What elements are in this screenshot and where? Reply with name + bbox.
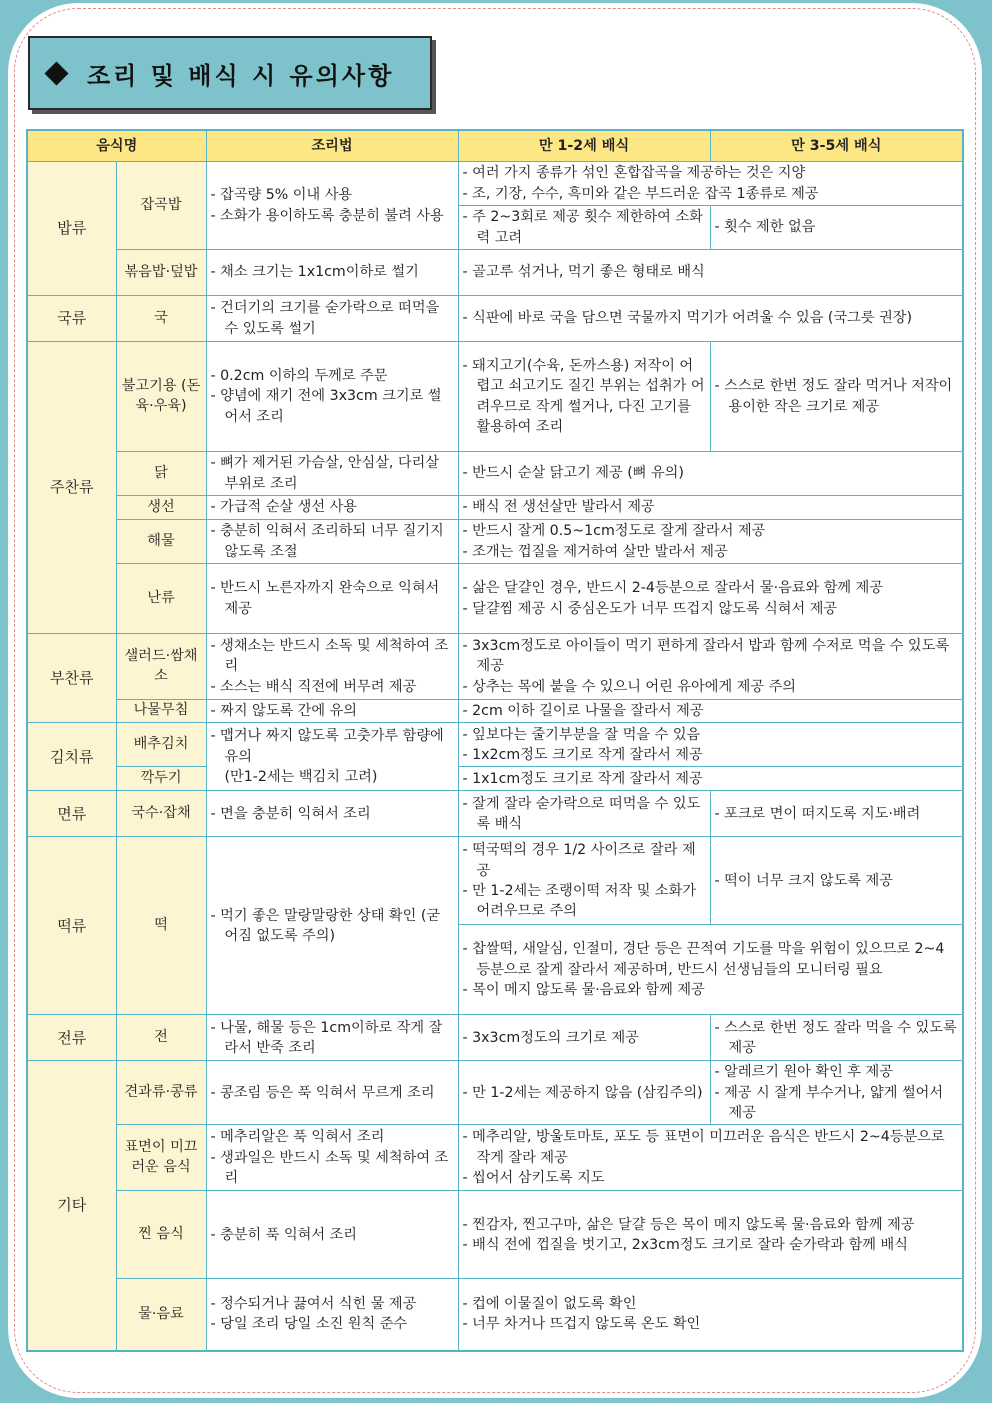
text-line: - 채소 크기는 1x1cm이하로 썰기 bbox=[210, 264, 419, 281]
food-name-cell: 찐 음식 bbox=[116, 1191, 206, 1279]
text-line: - 반드시 순살 닭고기 제공 (뼈 유의) bbox=[462, 465, 684, 482]
serving-age12-cell bbox=[458, 791, 710, 837]
category-cell: 전류 bbox=[27, 1015, 116, 1061]
method-cell bbox=[206, 1125, 458, 1191]
method-cell bbox=[206, 162, 458, 250]
food-name-cell: 볶음밥·덮밥 bbox=[116, 250, 206, 296]
text-line: - 충분히 푹 익혀서 조리 bbox=[210, 1226, 358, 1243]
serving-age35-cell bbox=[710, 1015, 963, 1061]
text-line: - 스스로 한번 정도 잘라 먹거나 저작이 용이한 작은 크기로 제공 bbox=[714, 378, 953, 415]
text-line: - 찐감자, 찐고구마, 삶은 달걀 등은 목이 메지 않도록 물·음료와 함께 제공 bbox=[462, 1216, 915, 1233]
caution-table bbox=[26, 129, 964, 1352]
text-line: - 생과일은 반드시 소독 및 세척하여 조리 bbox=[210, 1149, 449, 1186]
food-name-cell: 닭 bbox=[116, 452, 206, 496]
text-line: - 양념에 재기 전에 3x3cm 크기로 썰어서 조리 bbox=[210, 388, 442, 425]
header-age12: 만 1-2세 배식 bbox=[458, 130, 710, 162]
food-name-cell: 견과류·콩류 bbox=[116, 1061, 206, 1125]
method-cell bbox=[206, 723, 458, 791]
text-line: - 짜지 않도록 간에 유의 bbox=[210, 703, 358, 719]
method-cell bbox=[206, 634, 458, 700]
text-line: - 소스는 배식 직전에 버무려 제공 bbox=[210, 678, 417, 695]
serving-common-cell bbox=[458, 296, 963, 342]
food-name-cell: 잡곡밥 bbox=[116, 162, 206, 250]
text-line: - 떡이 너무 크지 않도록 제공 bbox=[714, 872, 893, 889]
text-line: - 너무 차거나 뜨겁지 않도록 온도 확인 bbox=[462, 1316, 701, 1333]
food-name-cell: 떡 bbox=[116, 837, 206, 1015]
serving-common-cell bbox=[458, 250, 963, 296]
text-line: - 반드시 잘게 0.5~1cm정도로 잘게 잘라서 제공 bbox=[462, 523, 766, 540]
text-line: - 골고루 섞거나, 먹기 좋은 형태로 배식 bbox=[462, 264, 705, 281]
method-cell bbox=[206, 1015, 458, 1061]
serving-common-cell bbox=[458, 162, 963, 206]
text-line: - 잡곡량 5% 이내 사용 bbox=[210, 187, 353, 204]
method-cell bbox=[206, 837, 458, 1015]
text-line: - 식판에 바로 국을 담으면 국물까지 먹기가 어려울 수 있음 (국그릇 권장) bbox=[462, 310, 913, 327]
text-line: - 여러 가지 종류가 섞인 혼합잡곡을 제공하는 것은 지양 bbox=[462, 165, 806, 182]
food-name-cell: 국 bbox=[116, 296, 206, 342]
text-line: - 스스로 한번 정도 잘라 먹을 수 있도록 제공 bbox=[714, 1019, 957, 1056]
text-line: - 만 1-2세는 조랭이떡 저작 및 소화가 어려우므로 주의 bbox=[462, 882, 697, 919]
serving-common-cell bbox=[458, 723, 963, 767]
serving-age35-cell bbox=[710, 206, 963, 250]
serving-common-cell bbox=[458, 496, 963, 520]
text-line: - 상추는 목에 붙을 수 있으니 어린 유아에게 제공 주의 bbox=[462, 678, 797, 695]
table-row bbox=[27, 723, 963, 767]
category-cell: 국류 bbox=[27, 296, 116, 342]
serving-age35-cell bbox=[710, 791, 963, 837]
text-line: - 컵에 이물질이 없도록 확인 bbox=[462, 1296, 637, 1313]
text-line: - 제공 시 잘게 부수거나, 얇게 썰어서 제공 bbox=[714, 1084, 944, 1121]
method-cell bbox=[206, 342, 458, 452]
method-cell bbox=[206, 452, 458, 496]
table-row bbox=[27, 564, 963, 634]
text-line: - 뼈가 제거된 가슴살, 안심살, 다리살 부위로 조리 bbox=[210, 455, 440, 492]
serving-age12-cell bbox=[458, 206, 710, 250]
text-line: - 0.2cm 이하의 두께로 주문 bbox=[210, 368, 388, 385]
method-cell bbox=[206, 700, 458, 723]
text-line: - 씹어서 삼키도록 지도 bbox=[462, 1169, 605, 1186]
text-line: - 1x1cm정도 크기로 작게 잘라서 제공 bbox=[462, 770, 703, 787]
text-line: - 건더기의 크기를 숟가락으로 떠먹을 수 있도록 썰기 bbox=[210, 300, 440, 337]
serving-common-cell bbox=[458, 1191, 963, 1279]
method-cell bbox=[206, 1279, 458, 1351]
category-cell: 떡류 bbox=[27, 837, 116, 1015]
text-line: (만1-2세는 백김치 고려) bbox=[224, 768, 378, 785]
table-row bbox=[27, 1191, 963, 1279]
category-cell: 밥류 bbox=[27, 162, 116, 296]
serving-common-cell bbox=[458, 452, 963, 496]
serving-age12-cell bbox=[458, 837, 710, 925]
serving-age12-cell bbox=[458, 1015, 710, 1061]
food-name-cell: 나물무침 bbox=[116, 700, 206, 723]
text-line: - 찹쌀떡, 새알심, 인절미, 경단 등은 끈적여 기도를 막을 위험이 있으므로 2~4등분으로 잘게 잘라서 제공하며, 반드시 선생님들의 모니터링 필요 bbox=[462, 941, 945, 978]
serving-common-cell bbox=[458, 1125, 963, 1191]
text-line: - 1x2cm정도 크기로 작게 잘라서 제공 bbox=[462, 746, 703, 763]
text-line: - 목이 메지 않도록 물·음료와 함께 제공 bbox=[462, 981, 705, 998]
table-row bbox=[27, 520, 963, 564]
category-cell: 면류 bbox=[27, 791, 116, 837]
table-row bbox=[27, 791, 963, 837]
text-line: - 떡국떡의 경우 1/2 사이즈로 잘라 제공 bbox=[462, 842, 696, 879]
serving-age12-cell bbox=[458, 342, 710, 452]
serving-common-cell bbox=[458, 1279, 963, 1351]
text-line: - 잘게 잘라 숟가락으로 떠먹을 수 있도록 배식 bbox=[462, 795, 701, 832]
table-row bbox=[27, 767, 963, 791]
text-line: - 소화가 용이하도록 충분히 불려 사용 bbox=[210, 207, 444, 224]
category-cell: 김치류 bbox=[27, 723, 116, 791]
text-line: - 나물, 해물 등은 1cm이하로 작게 잘라서 반죽 조리 bbox=[210, 1019, 443, 1056]
serving-age35-cell bbox=[710, 837, 963, 925]
page-title: 조리 및 배식 시 유의사항 bbox=[87, 61, 395, 90]
text-line: - 잎보다는 줄기부분을 잘 먹을 수 있음 bbox=[462, 726, 701, 743]
serving-common-cell bbox=[458, 767, 963, 791]
text-line: - 정수되거나 끓여서 식힌 물 제공 bbox=[210, 1296, 417, 1313]
text-line: - 알레르기 원아 확인 후 제공 bbox=[714, 1064, 893, 1081]
food-name-cell: 전 bbox=[116, 1015, 206, 1061]
food-name-cell: 배추김치 bbox=[116, 723, 206, 767]
text-line: - 가급적 순살 생선 사용 bbox=[210, 499, 358, 516]
table-row bbox=[27, 1279, 963, 1351]
serving-age35-cell bbox=[710, 342, 963, 452]
serving-age35-cell bbox=[710, 1061, 963, 1125]
category-cell: 주찬류 bbox=[27, 342, 116, 634]
food-name-cell: 생선 bbox=[116, 496, 206, 520]
text-line: - 3x3cm정도로 아이들이 먹기 편하게 잘라서 밥과 함께 수저로 먹을 수 있도록 제공 bbox=[462, 638, 950, 675]
method-cell bbox=[206, 250, 458, 296]
category-cell: 부찬류 bbox=[27, 634, 116, 723]
text-line: - 주 2~3회로 제공 횟수 제한하여 소화력 고려 bbox=[462, 209, 703, 246]
title-box bbox=[28, 36, 432, 110]
table-row bbox=[27, 700, 963, 723]
text-line: - 조개는 껍질을 제거하여 살만 발라서 제공 bbox=[462, 543, 728, 560]
method-cell bbox=[206, 1061, 458, 1125]
text-line: - 메추리알, 방울토마토, 포도 등 표면이 미끄러운 음식은 반드시 2~4등분으로 작게 잘라 제공 bbox=[462, 1129, 945, 1166]
text-line: - 콩조림 등은 푹 익혀서 무르게 조리 bbox=[210, 1084, 435, 1101]
header-food: 음식명 bbox=[27, 130, 206, 162]
text-line: - 만 1-2세는 제공하지 않음 (삼킴주의) bbox=[462, 1084, 703, 1101]
method-cell bbox=[206, 564, 458, 634]
table-row bbox=[27, 1061, 963, 1125]
table-row bbox=[27, 296, 963, 342]
text-line: - 당일 조리 당일 소진 원칙 준수 bbox=[210, 1316, 408, 1333]
diamond-bullet-icon bbox=[44, 61, 68, 85]
table-row bbox=[27, 250, 963, 296]
text-line: - 생채소는 반드시 소독 및 세척하여 조리 bbox=[210, 638, 449, 675]
food-name-cell: 불고기용 (돈육·우육) bbox=[116, 342, 206, 452]
text-line: - 배식 전 생선살만 발라서 제공 bbox=[462, 499, 655, 516]
food-name-cell: 표면이 미끄러운 음식 bbox=[116, 1125, 206, 1191]
method-cell bbox=[206, 496, 458, 520]
table-row bbox=[27, 162, 963, 206]
food-name-cell: 샐러드·쌈채소 bbox=[116, 634, 206, 700]
text-line: - 돼지고기(수육, 돈까스용) 저작이 어렵고 쇠고기도 질긴 부위는 섭취가 어려우므로 작게 썰거나, 다진 고기를 활용하여 조리 bbox=[462, 358, 705, 435]
text-line: - 횟수 제한 없음 bbox=[714, 219, 816, 236]
text-line: - 달걀찜 제공 시 중심온도가 너무 뜨겁지 않도록 식혀서 제공 bbox=[462, 600, 838, 617]
text-line: - 2cm 이하 길이로 나물을 잘라서 제공 bbox=[462, 703, 704, 719]
table-row bbox=[27, 1125, 963, 1191]
text-line: - 메추리알은 푹 익혀서 조리 bbox=[210, 1129, 385, 1146]
serving-common-cell bbox=[458, 925, 963, 1015]
table-header-row bbox=[27, 130, 963, 162]
text-line: - 포크로 면이 떠지도록 지도·배려 bbox=[714, 805, 921, 822]
table-row bbox=[27, 634, 963, 700]
category-cell: 기타 bbox=[27, 1061, 116, 1351]
text-line: - 삶은 달걀인 경우, 반드시 2-4등분으로 잘라서 물·음료와 함께 제공 bbox=[462, 580, 884, 597]
food-name-cell: 해물 bbox=[116, 520, 206, 564]
method-cell bbox=[206, 1191, 458, 1279]
food-name-cell: 물·음료 bbox=[116, 1279, 206, 1351]
food-name-cell: 깍두기 bbox=[116, 767, 206, 791]
table-row bbox=[27, 837, 963, 925]
table-row bbox=[27, 342, 963, 452]
serving-common-cell bbox=[458, 564, 963, 634]
table-row bbox=[27, 496, 963, 520]
header-method: 조리법 bbox=[206, 130, 458, 162]
table-row bbox=[27, 452, 963, 496]
serving-common-cell bbox=[458, 700, 963, 723]
text-line: - 맵거나 짜지 않도록 고춧가루 함량에 유의 bbox=[210, 728, 444, 765]
text-line: - 충분히 익혀서 조리하되 너무 질기지 않도록 조절 bbox=[210, 523, 444, 560]
serving-common-cell bbox=[458, 520, 963, 564]
food-name-cell: 국수·잡채 bbox=[116, 791, 206, 837]
text-line: - 먹기 좋은 말랑말랑한 상태 확인 (굳어짐 없도록 주의) bbox=[210, 907, 441, 944]
method-cell bbox=[206, 791, 458, 837]
text-line: - 면을 충분히 익혀서 조리 bbox=[210, 805, 371, 822]
serving-common-cell bbox=[458, 634, 963, 700]
table-row bbox=[27, 1015, 963, 1061]
text-line: - 3x3cm정도의 크기로 제공 bbox=[462, 1029, 639, 1046]
method-cell bbox=[206, 296, 458, 342]
serving-age12-cell bbox=[458, 1061, 710, 1125]
header-age35: 만 3-5세 배식 bbox=[710, 130, 963, 162]
text-line: - 조, 기장, 수수, 흑미와 같은 부드러운 잡곡 1종류로 제공 bbox=[462, 185, 819, 202]
text-line: - 반드시 노른자까지 완숙으로 익혀서 제공 bbox=[210, 580, 440, 617]
food-name-cell: 난류 bbox=[116, 564, 206, 634]
method-cell bbox=[206, 520, 458, 564]
text-line: - 배식 전에 껍질을 벗기고, 2x3cm정도 크기로 잘라 숟가락과 함께 배식 bbox=[462, 1236, 908, 1253]
